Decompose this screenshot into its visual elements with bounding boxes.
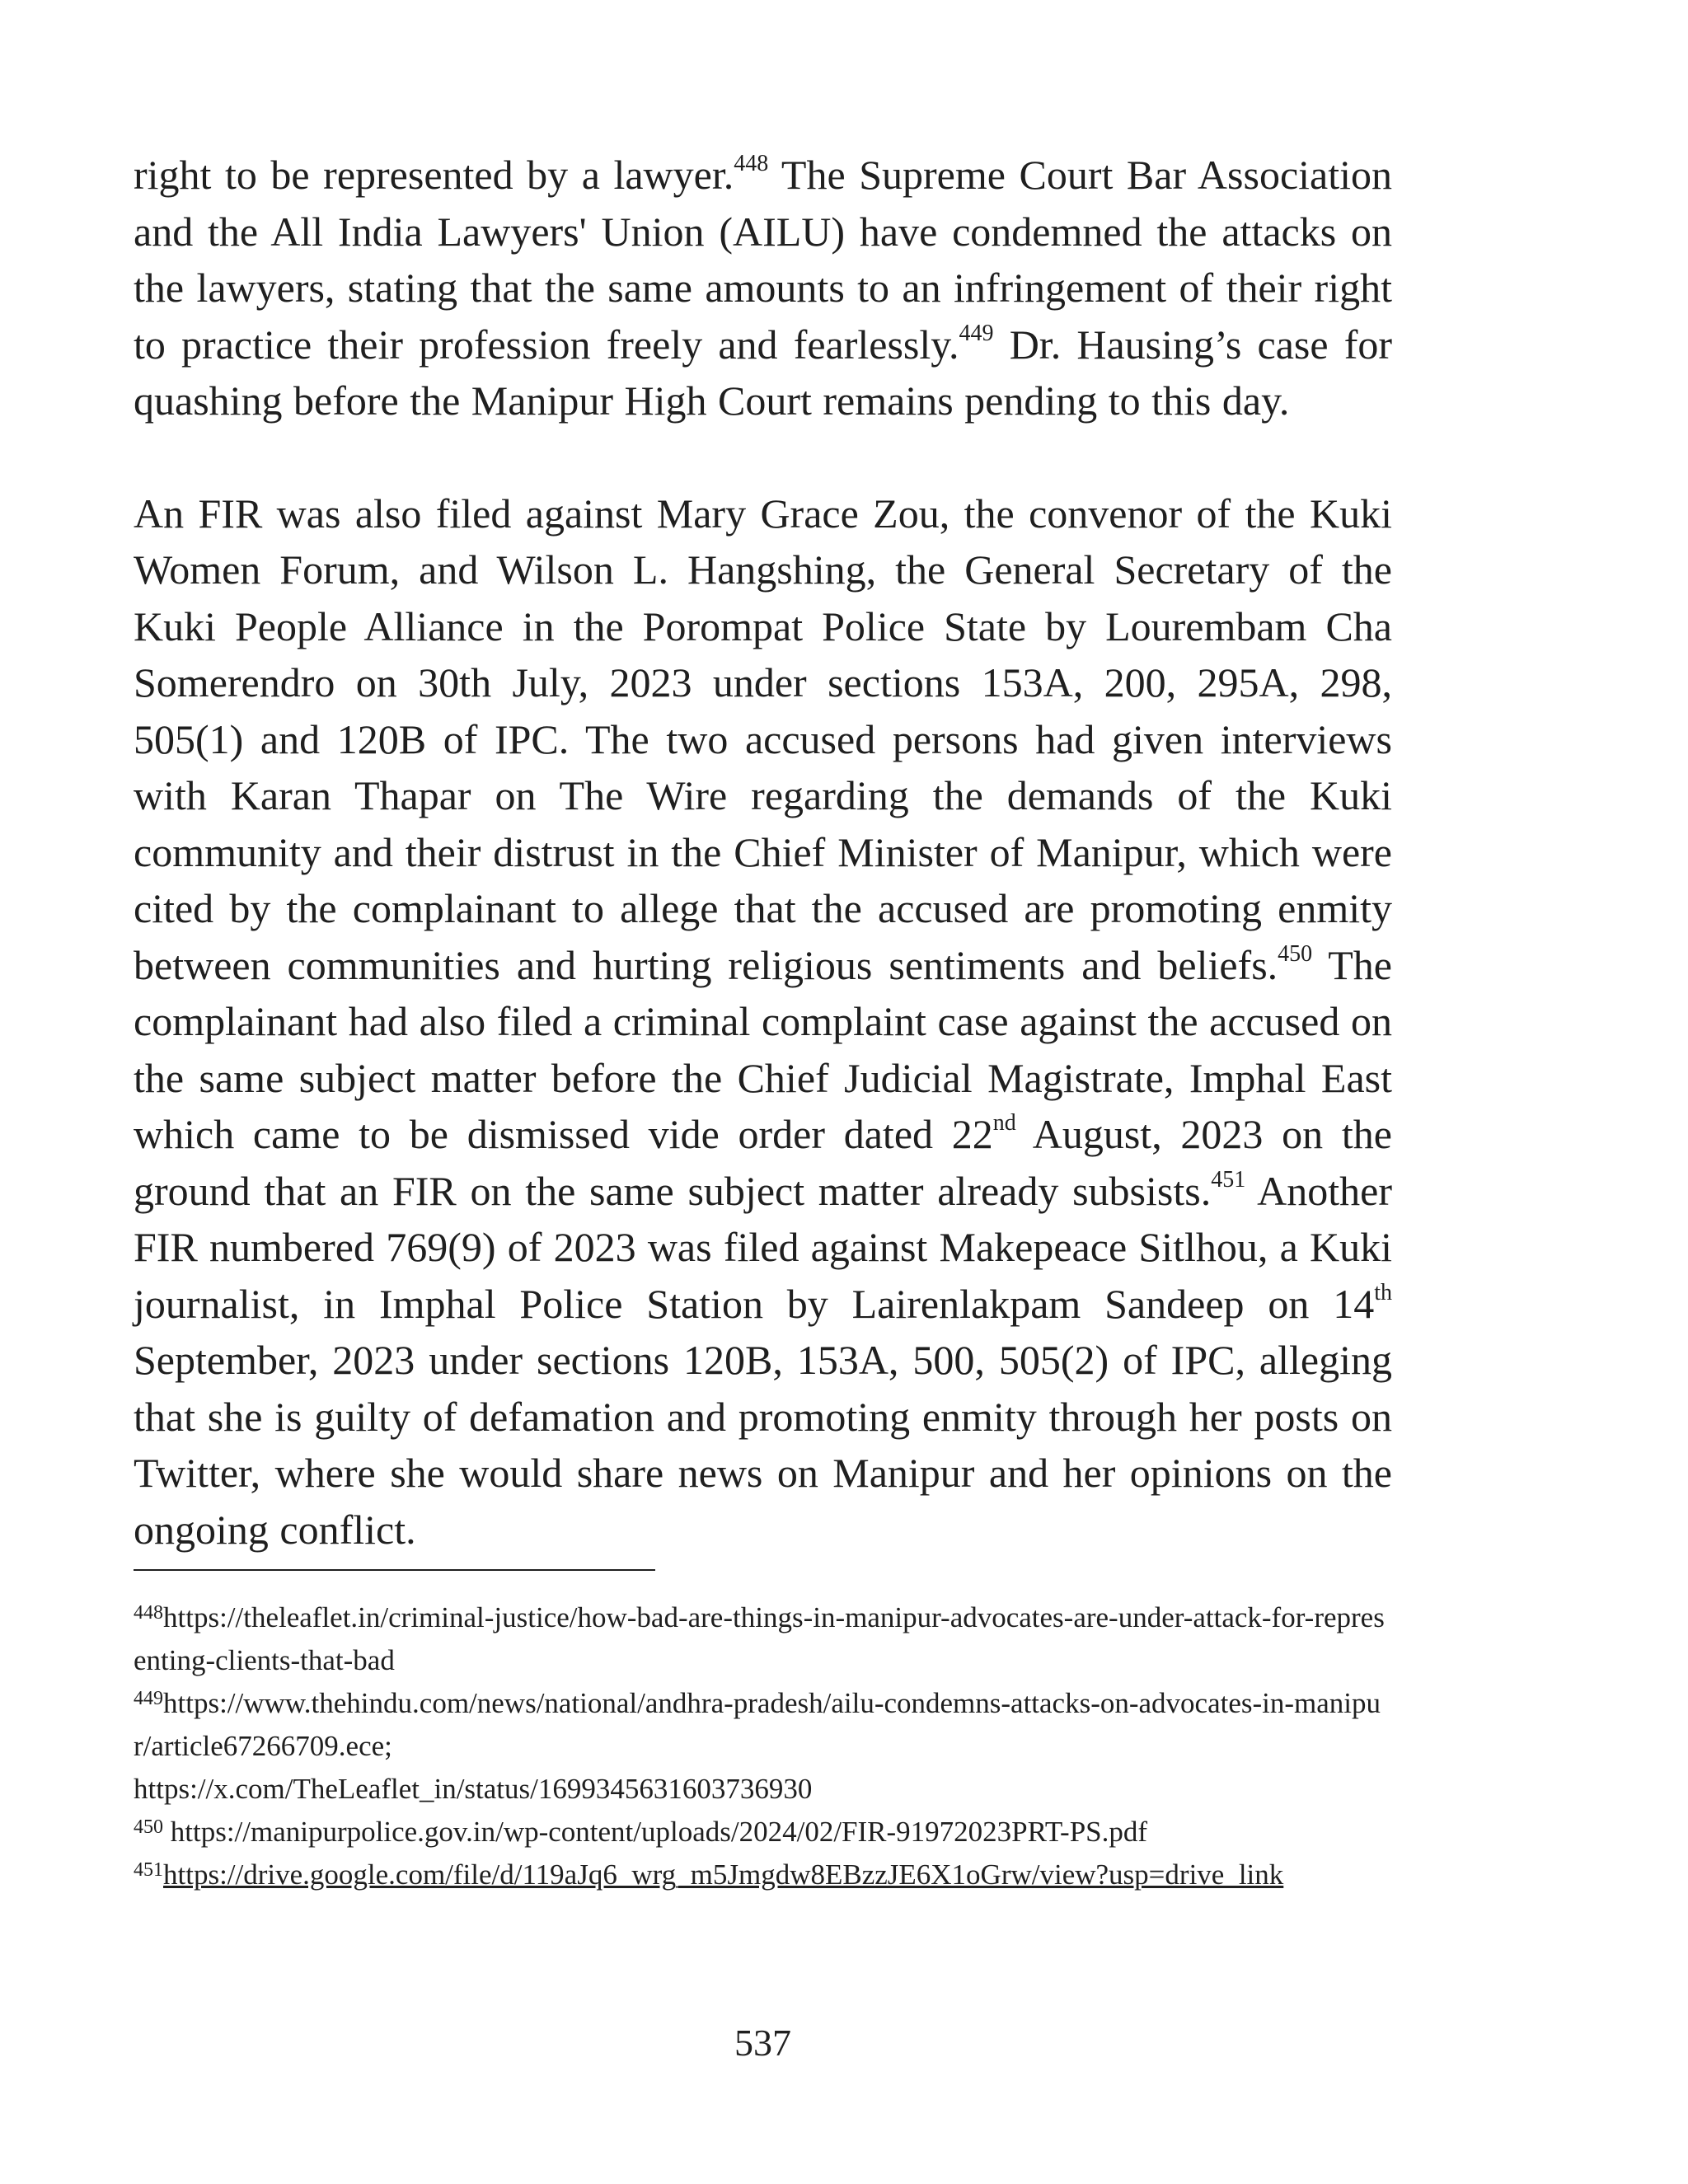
footnotes [134,1596,1392,1896]
paragraph-2-text-4: Another FIR numbered 769(9) of 2023 was filed against Makepeace Sitlhou, a Kuki journalist, in Imphal Police Station by Lairenlakpam Sandeep on 14 [134,1167,1393,1327]
main-text [134,147,1392,1558]
paragraph-1-text-2: The Supreme Court Bar Association and the All India Lawyers' Union (AILU) have condemned the attacks on the lawyers, stating that the same amounts to an infringement of their right to practice their profession freely and fearlessly. [134,152,1393,368]
footnote-450 [134,1811,1392,1854]
paragraph-2 [134,485,1392,1558]
footnote-ref-449[interactable]: 449 [959,320,994,346]
ordinal-suffix-th: th [1374,1279,1392,1305]
paragraph-1-text-3: Dr. Hausing’s case for quashing before the Manipur High Court remains pending to this day. [134,321,1392,424]
footnote-link[interactable]: https://drive.google.com/file/d/119aJq6_wrg_m5Jmgdw8EBzzJE6X1oGrw/view?usp=drive_link [163,1858,1284,1891]
footnote-link[interactable]: https://manipurpolice.gov.in/wp-content/uploads/2024/02/FIR-91972023PRT-PS.pdf [163,1816,1148,1848]
footnote-link[interactable]: https://x.com/TheLeaflet_in/status/1699345631603736930 [134,1773,813,1805]
footnote-number: 451 [134,1859,163,1881]
footnote-449-continued [134,1768,1392,1811]
footnote-number: 448 [134,1602,163,1624]
footnote-number: 450 [134,1816,163,1838]
ordinal-suffix-nd: nd [992,1110,1016,1136]
paragraph-2-text-2: The complainant had also filed a criminal complaint case against the accused on the same subject matter before the Chief Judicial Magistrate, Imphal East which came to be dismissed vide order dated 22 [134,941,1392,1157]
footnote-448 [134,1596,1392,1682]
footnote-number: 449 [134,1688,163,1709]
footnote-link[interactable]: https://theleaflet.in/criminal-justice/how-bad-are-things-in-manipur-advocates-are-under-attack-for-representing-clients-that-bad [134,1601,1385,1676]
footnote-link[interactable]: https://www.thehindu.com/news/national/andhra-pradesh/ailu-condemns-attacks-on-advocates-in-manipur/article67266709.ece; [134,1687,1381,1762]
paragraph-2-text-5: September, 2023 under sections 120B, 153A, 500, 505(2) of IPC, alleging that she is guilty of defamation and promoting enmity through her posts on Twitter, where she would share news on Manipur and her opinions on the ongoing conflict. [134,1337,1392,1553]
footnote-449 [134,1682,1392,1768]
paragraph-2-text-1: An FIR was also filed against Mary Grace Zou, the convenor of the Kuki Women Forum, and Wilson L. Hangshing, the General Secretary of the Kuki People Alliance in the Porompat Police State by Lourembam Cha Somerendro on 30th July, 2023 under sections 153A, 200, 295A, 298, 505(1) and 120B of IPC. The two accused persons had given interviews with Karan Thapar on The Wire regarding the demands of the Kuki community and their distrust in the Chief Minister of Manipur, which were cited by the complainant to allege that the accused are promoting enmity between communities and hurting religious sentiments and beliefs. [134,490,1392,988]
footnote-ref-448[interactable]: 448 [734,151,769,176]
footnote-separator [134,1569,655,1571]
paragraph-1-text-1: right to be represented by a lawyer. [134,152,734,198]
paragraph-2-text-3: August, 2023 on the ground that an FIR on the same subject matter already subsists. [134,1111,1392,1214]
footnote-ref-451[interactable]: 451 [1211,1166,1246,1193]
footnote-451 [134,1854,1392,1896]
paragraph-1 [134,147,1392,429]
footnote-ref-450[interactable]: 450 [1278,940,1313,967]
page-number: 537 [734,2022,791,2064]
